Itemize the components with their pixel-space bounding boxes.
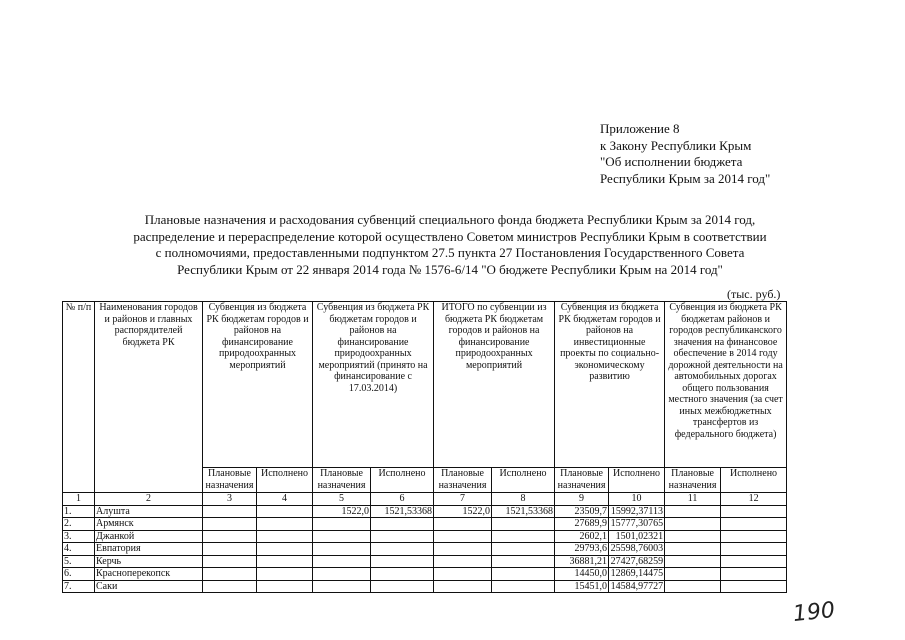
cell [313,543,371,556]
column-number: 12 [721,493,787,506]
cell: 29793,6 [555,543,609,556]
row-no: 6. [63,568,95,581]
table-row [63,518,787,531]
header-group: ИТОГО по субвенции из бюджета РК бюджетам городов и районов на финансирование природоохранных мероприятий [434,302,555,468]
cell [721,530,787,543]
cell [257,505,313,518]
row-name: Керчь [95,555,203,568]
column-number: 7 [434,493,492,506]
column-number: 5 [313,493,371,506]
cell [371,518,434,531]
cell [257,580,313,593]
cell [434,580,492,593]
row-no: 7. [63,580,95,593]
table-row [63,543,787,556]
sub-exec: Исполнено [371,468,434,493]
title-line: с полномочиями, предоставленными подпунктом 27.5 пункта 27 Постановления Государственного Совета [155,245,745,260]
cell [492,555,555,568]
sub-plan: Плановые назначения [203,468,257,493]
handwritten-page-number: 190 [791,597,837,628]
appendix-line: Приложение 8 [600,121,680,136]
table-row [63,580,787,593]
table-row [63,530,787,543]
cell [203,530,257,543]
row-no: 1. [63,505,95,518]
cell [203,580,257,593]
column-number: 6 [371,493,434,506]
column-number: 3 [203,493,257,506]
title-line: распределение и перераспределение которой осуществлено Советом министров Республики Крым в соответствии [133,228,767,244]
cell [434,518,492,531]
header-no: № п/п [63,302,95,493]
column-number: 9 [555,493,609,506]
cell: 14450,0 [555,568,609,581]
cell [371,543,434,556]
cell [257,543,313,556]
row-name: Красноперекопск [95,568,203,581]
cell [257,518,313,531]
sub-exec: Исполнено [721,468,787,493]
row-no: 5. [63,555,95,568]
appendix-heading [600,121,770,187]
cell: 25598,76003 [609,543,665,556]
cell [371,580,434,593]
cell [371,568,434,581]
column-number: 2 [95,493,203,506]
cell: 1522,0 [313,505,371,518]
table-row [63,568,787,581]
cell [665,530,721,543]
cell [721,580,787,593]
row-name: Джанкой [95,530,203,543]
units-label: (тыс. руб.) [727,287,781,301]
column-numbers-row [63,493,787,506]
table-row [63,555,787,568]
cell: 23509,7 [555,505,609,518]
cell [203,518,257,531]
table-row [63,505,787,518]
appendix-line: Республики Крым за 2014 год" [600,170,771,186]
sub-plan: Плановые назначения [665,468,721,493]
cell: 27689,9 [555,518,609,531]
header-group: Субвенция из бюджета РК бюджетам городов и районов на финансирование природоохранных мероприятий (принято на финансирование с 17.03.2014) [313,302,434,468]
cell: 1501,02321 [609,530,665,543]
sub-exec: Исполнено [609,468,665,493]
column-number: 1 [63,493,95,506]
row-name: Саки [95,580,203,593]
document-title [60,212,840,278]
cell: 15992,37113 [609,505,665,518]
sub-plan: Плановые назначения [434,468,492,493]
row-no: 2. [63,518,95,531]
budget-table [62,301,787,593]
cell [721,505,787,518]
cell [492,580,555,593]
column-number: 8 [492,493,555,506]
cell [313,555,371,568]
title-line: Плановые назначения и расходования субвенций специального фонда бюджета Республики Крым за 2014 год, [144,212,756,227]
cell [371,530,434,543]
cell: 1521,53368 [492,505,555,518]
cell [203,505,257,518]
cell [434,568,492,581]
cell [492,568,555,581]
cell [257,555,313,568]
cell [371,555,434,568]
cell [665,543,721,556]
header-group: Субвенция из бюджета РК бюджетам городов и районов на инвестиционные проекты по социально-экономическому развитию [555,302,665,468]
cell [257,530,313,543]
cell: 36881,21 [555,555,609,568]
cell [203,568,257,581]
column-number: 11 [665,493,721,506]
cell: 15451,0 [555,580,609,593]
row-no: 4. [63,543,95,556]
row-name: Армянск [95,518,203,531]
cell [492,530,555,543]
appendix-line: "Об исполнении бюджета [600,154,743,169]
header-group: Субвенция из бюджета РК бюджетам городов и районов на финансирование природоохранных мероприятий [203,302,313,468]
cell [665,518,721,531]
cell [313,518,371,531]
cell [665,505,721,518]
cell: 2602,1 [555,530,609,543]
row-name: Евпатория [95,543,203,556]
cell [203,543,257,556]
cell [434,555,492,568]
cell: 27427,68259 [609,555,665,568]
cell [665,555,721,568]
title-line: Республики Крым от 22 января 2014 года № 1576-6/14 "О бюджете Республики Крым на 2014 год" [177,261,723,277]
sub-exec: Исполнено [492,468,555,493]
row-no: 3. [63,530,95,543]
sub-exec: Исполнено [257,468,313,493]
cell: 12869,14475 [609,568,665,581]
row-name: Алушта [95,505,203,518]
cell [203,555,257,568]
header-group: Субвенция из бюджета РК бюджетам районов и городов республиканского значения на финансовое обеспечение в 2014 году дорожной деятельности на автомобильных дорогах общего пользования местного значения (за счет иных межбюджетных трансфертов из федерального бюджета) [665,302,787,468]
cell: 14584,97727 [609,580,665,593]
cell [257,568,313,581]
cell [313,530,371,543]
cell [665,580,721,593]
cell [492,518,555,531]
cell [313,580,371,593]
appendix-line: к Закону Республики Крым [600,137,752,153]
cell [492,543,555,556]
cell [313,568,371,581]
cell [721,543,787,556]
cell: 1521,53368 [371,505,434,518]
column-number: 4 [257,493,313,506]
sub-plan: Плановые назначения [313,468,371,493]
cell [665,568,721,581]
header-name: Наименования городов и районов и главных распорядителей бюджета РК [95,302,203,493]
cell [721,518,787,531]
cell: 15777,30765 [609,518,665,531]
cell [434,530,492,543]
cell: 1522,0 [434,505,492,518]
sub-plan: Плановые назначения [555,468,609,493]
column-number: 10 [609,493,665,506]
cell [721,568,787,581]
cell [434,543,492,556]
cell [721,555,787,568]
